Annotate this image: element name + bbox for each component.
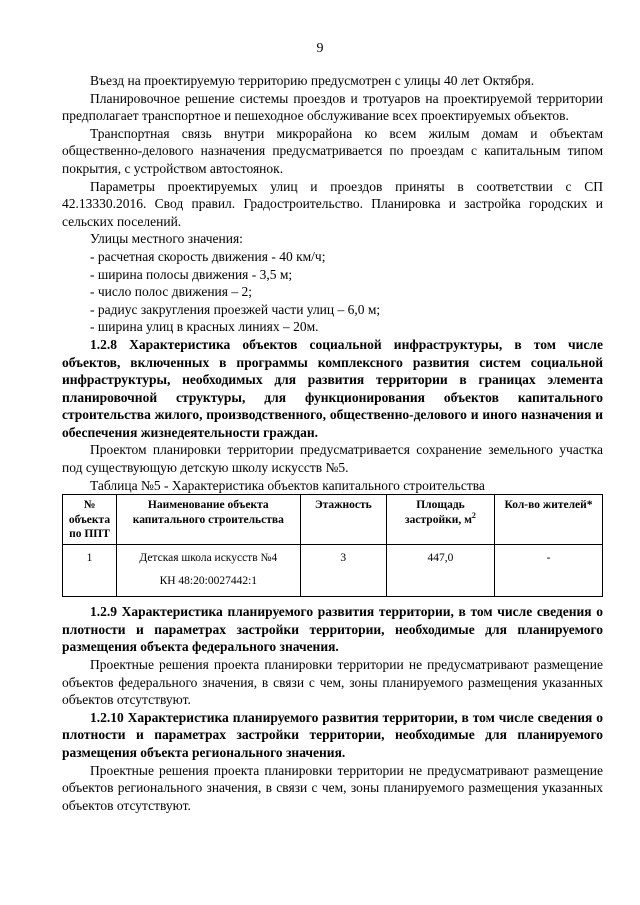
section-text-1-2-10: Проектные решения проекта планировки территории не предусматривают размещение объектов регионального значения, в связи с чем, зоны планируемого размещения указанных объектов отсутствуют. — [62, 762, 603, 813]
section-heading-1-2-8: 1.2.8 Характеристика объектов социальной инфраструктуры, в том числе объектов, включенных в программы комплексного развития систем социальной инфраструктуры, необходимых для развития территории в границах элемента планировочной структуры, для функционирования объектов капитального строительства жилого, производственного, общественно-делового и иного назначения и обеспечения жизнедеятельности граждан. — [62, 336, 603, 440]
header-area — [386, 495, 494, 545]
cell-cadastral-number: КН 48:20:0027442:1 — [159, 574, 258, 587]
cell-number: 1 — [63, 545, 117, 597]
list-item: - ширина полосы движения - 3,5 м; — [90, 266, 293, 282]
table-header-row — [63, 495, 603, 545]
section-heading-1-2-10: 1.2.10 Характеристика планируемого развития территории, в том числе сведения о плотности и параметрах застройки территории, необходимые для планируемого размещения объекта регионального значения. — [62, 709, 603, 761]
paragraph-local-streets: Улицы местного значения: — [90, 231, 243, 247]
paragraph-planning: Планировочное решение системы проездов и тротуаров на проектируемой территории предполагает транспортное и пешеходное обслуживание всех проектируемых объектов. — [62, 90, 603, 124]
section-text-1-2-9: Проектные решения проекта планировки территории не предусматривают размещение объектов федерального значения, в связи с чем, зоны планируемого размещения указанных объектов отсутствуют. — [62, 657, 603, 708]
paragraph-transport: Транспортная связь внутри микрорайона ко всем жилым домам и объектам общественно-делового назначения предусматривается по проездам с капитальным типом покрытия, с устройством автостоянок. — [62, 125, 603, 176]
paragraph-entry: Въезд на проектируемую территорию предусмотрен с улицы 40 лет Октября. — [90, 73, 535, 88]
cell-residents: - — [494, 545, 602, 597]
header-area-text: Площадь застройки, м — [405, 499, 472, 526]
header-object-name: Наименование объекта капитального строительства — [117, 495, 301, 545]
cell-floors: 3 — [300, 545, 386, 597]
cell-name — [117, 545, 301, 597]
header-residents: Кол-во жителей* — [494, 495, 602, 545]
document-body — [62, 72, 603, 814]
capital-objects-table — [62, 494, 603, 597]
cell-name-text: Детская школа искусств №4 — [139, 552, 278, 565]
header-object-number: № объекта по ППТ — [63, 495, 117, 545]
section-text-1-2-8: Проектом планировки территории предусматривается сохранение земельного участка под существующую детскую школу искусств №5. — [62, 442, 603, 476]
paragraph-parameters: Параметры проектируемых улиц и проездов приняты в соответствии с СП 42.13330.2016. Свод правил. Градостроительство. Планировка и застройка городских и сельских поселений. — [62, 178, 603, 229]
header-floors: Этажность — [300, 495, 386, 545]
cell-area: 447,0 — [386, 545, 494, 597]
list-item: - расчетная скорость движения - 40 км/ч; — [90, 248, 326, 264]
table-caption: Таблица №5 - Характеристика объектов капитального строительства — [90, 477, 485, 493]
list-item: - радиус закругления проезжей части улиц – 6,0 м; — [90, 301, 381, 317]
list-item: - число полос движения – 2; — [90, 284, 252, 300]
header-area-sup: 2 — [471, 510, 476, 520]
list-item: - ширина улиц в красных линиях – 20м. — [90, 319, 319, 335]
section-heading-1-2-9: 1.2.9 Характеристика планируемого развития территории, в том числе сведения о плотности и параметрах застройки территории, необходимые для планируемого размещения объекта федерального значения. — [62, 604, 603, 655]
page-number: 9 — [316, 41, 324, 56]
table-row — [63, 545, 603, 597]
